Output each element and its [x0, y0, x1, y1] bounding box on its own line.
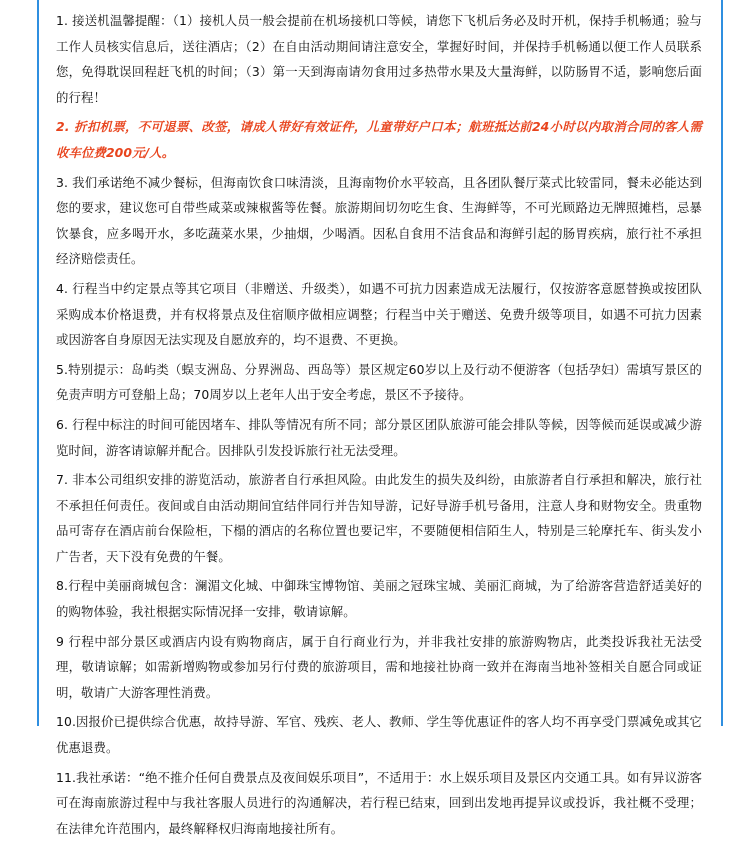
note-2-highlight: 2. 折扣机票，不可退票、改签，请成人带好有效证件，儿童带好户口本；航班抵达前24小时以内取消合同的客人需收车位费200元/人。 — [56, 119, 702, 160]
note-11: 11.我社承诺：“绝不推介任何自费景点及夜间娱乐项目”，不适用于：水上娱乐项目及景区内交通工具。如有异议游客可在海南旅游过程中与我社客服人员进行的沟通解决，若行程已结束，回到出发地再提异议或投诉，我社概不受理；在法律允许范围内，最终解释权归海南地接社所有。 — [56, 769, 702, 836]
note-10: 10.因报价已提供综合优惠，故持导游、军官、残疾、老人、教师、学生等优惠证件的客人均不再享受门票减免或其它优惠退费。 — [56, 714, 702, 756]
note-9: 9 行程中部分景区或酒店内设有购物商店，属于自行商业行为，并非我社安排的旅游购物店，此类投诉我社无法受理，敬请谅解；如需新增购物或参加另行付费的旅游项目，需和地接社协商一致并在海南当地补签相关自愿合同或证明，敬请广大游客理性消费。 — [56, 633, 702, 700]
note-4: 4. 行程当中约定景点等其它项目（非赠送、升级类），如遇不可抗力因素造成无法履行，仅按游客意愿替换或按团队采购成本价格退费，并有权将景点及住宿顺序做相应调整；行程当中关于赠送、免费升级等项目，如遇不可抗力因素或因游客自身原因无法实现及自愿放弃的，均不退费、不更换。 — [56, 280, 702, 348]
note-6: 6. 行程中标注的时间可能因堵车、排队等情况有所不同；部分景区团队旅游可能会排队等候，因等候而延误或减少游览时间，游客请谅解并配合。因排队引发投诉旅行社无法受理。 — [56, 416, 702, 458]
note-7: 7. 非本公司组织安排的游览活动，旅游者自行承担风险。由此发生的损失及纠纷，由旅游者自行承担和解决，旅行社不承担任何责任。夜间或自由活动期间宜结伴同行并告知导游，记好导游手机号备用，注意人身和财物安全。贵重物品可寄存在酒店前台保险柜，下榻的酒店的名称位置也要记牢，不要随便相信陌生人，特别是三轮摩托车、街头发小广告者，天下没有免费的午餐。 — [56, 472, 702, 564]
note-3: 3. 我们承诺绝不减少餐标，但海南饮食口味清淡，且海南物价水平较高，且各团队餐厅菜式比较雷同，餐未必能达到您的要求，建议您可自带些咸菜或辣椒酱等佐餐。旅游期间切勿吃生食、生海鲜等，不可光顾路边无牌照摊档，忌暴饮暴食，应多喝开水，多吃蔬菜水果，少抽烟，少喝酒。因私自食用不洁食品和海鲜引起的肠胃疾病，旅行社不承担经济赔偿责任。 — [56, 174, 702, 267]
note-8: 8.行程中美丽商城包含：澜湄文化城、中御珠宝博物馆、美丽之冠珠宝城、美丽汇商城，为了给游客营造舒适美好的的购物体验，我社根据实际情况择一安排，敬请谅解。 — [56, 578, 702, 620]
travel-notes — [56, 8, 702, 845]
note-5: 5.特别提示：岛屿类（蜈支洲岛、分界洲岛、西岛等）景区规定60岁以上及行动不便游客（包括孕妇）需填写景区的免责声明方可登船上岛；70周岁以上老年人出于安全考虑，景区不予接待。 — [56, 361, 702, 403]
note-1: 1. 接送机温馨提醒：（1）接机人员一般会提前在机场接机口等候，请您下飞机后务必及时开机，保持手机畅通；验与工作人员核实信息后，送往酒店；（2）在自由活动期间请注意安全，掌握好时间，并保持手机畅通以便工作人员联系您，免得耽误回程赶飞机的时间；（3）第一天到海南请勿食用过多热带水果及大量海鲜，以防肠胃不适，影响您后面的行程！ — [56, 13, 702, 105]
